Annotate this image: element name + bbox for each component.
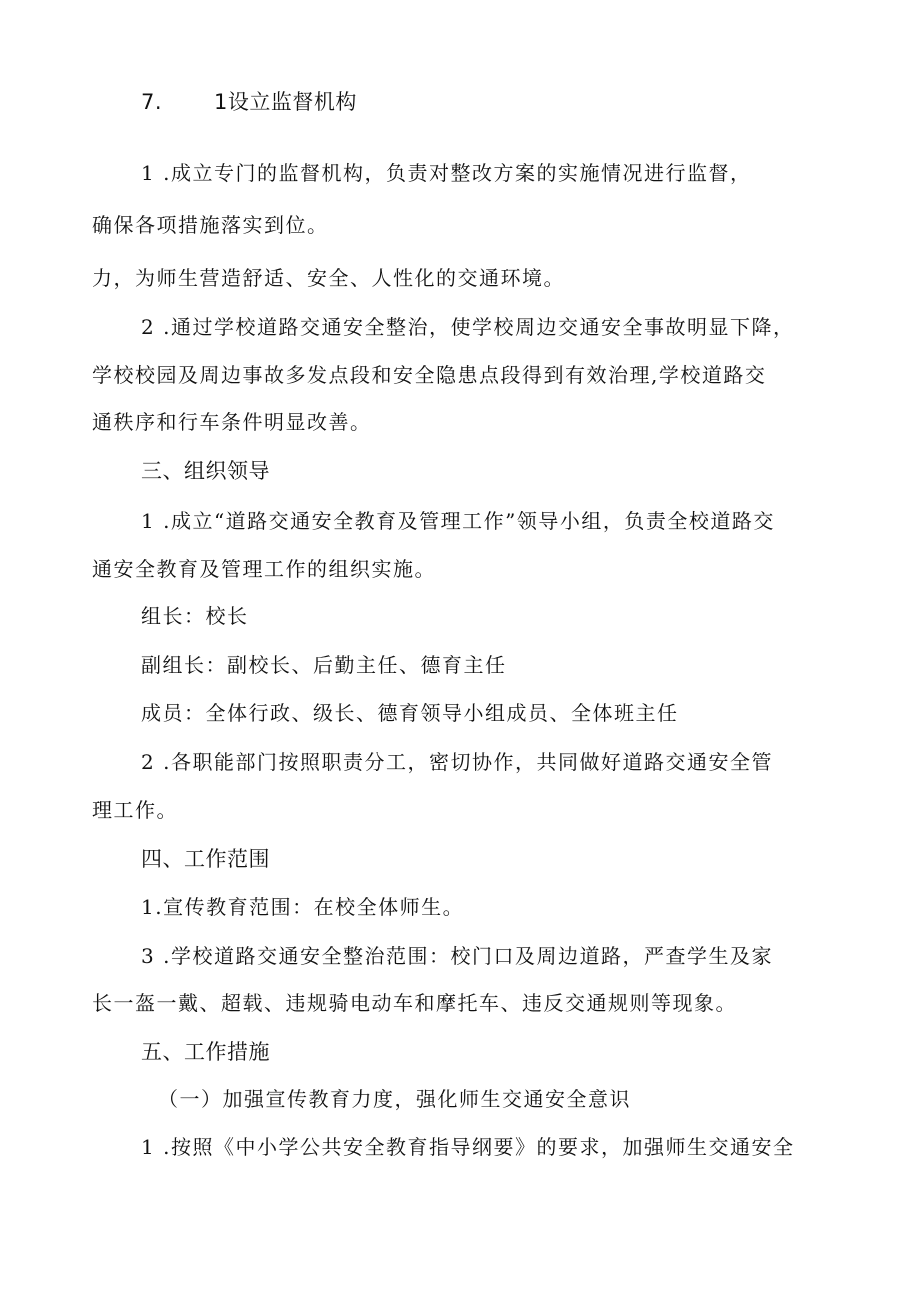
section-4-heading: 四、工作范围 [141, 847, 270, 871]
group-members: 成员：全体行政、级长、德育领导小组成员、全体班主任 [141, 701, 679, 725]
section-4-item-3-line-1: 3 .学校道路交通安全整治范围：校门口及周边道路，严查学生及家 [141, 944, 773, 968]
section-3-heading: 三、组织领导 [141, 459, 270, 483]
section-4-item-3-line-2: 长一盔一戴、超载、违规骑电动车和摩托车、违反交通规则等现象。 [92, 991, 737, 1015]
supervision-item-1-line-1: 1 .成立专门的监督机构，负责对整改方案的实施情况进行监督， [141, 161, 752, 185]
environment-goal-line: 力，为师生营造舒适、安全、人性化的交通环境。 [92, 266, 565, 290]
section-5-item-1-line-1: 1 .按照《中小学公共安全教育指导纲要》的要求，加强师生交通安全 [141, 1135, 795, 1159]
supervision-item-2-line-1: 2 .通过学校道路交通安全整治，使学校周边交通安全事故明显下降， [141, 315, 795, 339]
section-4-item-1: 1.宣传教育范围：在校全体师生。 [141, 895, 465, 919]
section-5-heading: 五、工作措施 [141, 1040, 270, 1064]
section-3-item-2-line-2: 理工作。 [92, 798, 178, 822]
group-deputy-leader: 副组长：副校长、后勤主任、德育主任 [141, 653, 507, 677]
section-7-number: 7. [141, 90, 163, 114]
section-3-item-2-line-1: 2 .各职能部门按照职责分工，密切协作，共同做好道路交通安全管 [141, 750, 773, 774]
supervision-item-1-line-2: 确保各项措施落实到位。 [92, 213, 329, 237]
group-leader: 组长：校长 [141, 604, 249, 628]
section-3-item-1-line-1: 1 .成立“道路交通安全教育及管理工作”领导小组，负责全校道路交 [141, 509, 775, 533]
supervision-item-2-line-3: 通秩序和行车条件明显改善。 [92, 410, 372, 434]
section-3-item-1-line-2: 通安全教育及管理工作的组织实施。 [92, 557, 436, 581]
section-5-subheading-1: （一）加强宣传教育力度，强化师生交通安全意识 [158, 1087, 631, 1111]
section-7-title: 1设立监督机构 [214, 90, 357, 114]
supervision-item-2-line-2: 学校校园及周边事故多发点段和安全隐患点段得到有效治理,学校道路交 [92, 363, 767, 387]
